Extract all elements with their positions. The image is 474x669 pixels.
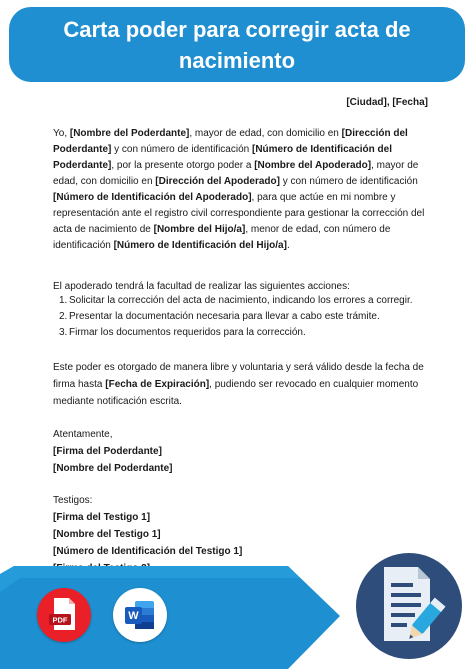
pdf-label: PDF bbox=[52, 615, 68, 625]
list-item-text: Firmar los documentos requeridos para la corrección. bbox=[69, 327, 306, 338]
list-item-number: 2. bbox=[59, 311, 68, 322]
document-title: Carta poder para corregir acta de nacimiento bbox=[63, 16, 411, 73]
placeholder-field: [Número de Identificación del Hijo/a] bbox=[113, 240, 287, 251]
paragraph-text-run: , mayor de edad, con domicilio en bbox=[53, 160, 419, 187]
witnesses-heading: Testigos: bbox=[53, 495, 93, 506]
salutation: Atentamente, bbox=[53, 429, 113, 440]
placeholder-field: [Número de Identificación del Apoderado] bbox=[53, 192, 252, 203]
placeholder-field: [Dirección del Apoderado] bbox=[155, 176, 280, 187]
paragraph-grant bbox=[53, 126, 427, 254]
signer-name-placeholder: [Nombre del Poderdante] bbox=[53, 463, 173, 474]
validity-text-before: Este poder es otorgado de manera libre y voluntaria y será válido desde la fecha de firma hasta bbox=[53, 362, 424, 390]
witness-line: [Firma del Testigo 1] bbox=[53, 512, 151, 523]
paragraph-text-run: Yo, bbox=[53, 128, 70, 139]
list-item bbox=[59, 293, 413, 309]
list-item-number: 1. bbox=[59, 295, 68, 306]
paragraph-text-run: , menor de edad, con número de identificación bbox=[53, 224, 391, 251]
paragraph-validity bbox=[53, 359, 433, 410]
paragraph-grant-text bbox=[53, 126, 427, 254]
witness-line: [Número de Identificación del Testigo 1] bbox=[53, 546, 243, 557]
actions-list bbox=[59, 293, 413, 341]
list-item-text: Solicitar la corrección del acta de nacimiento, indicando los errores a corregir. bbox=[69, 295, 413, 306]
download-pdf-button[interactable] bbox=[37, 588, 91, 642]
pdf-file-icon bbox=[37, 588, 91, 642]
paragraph-text-run: . bbox=[286, 240, 290, 251]
placeholder-field: [Nombre del Apoderado] bbox=[254, 160, 372, 171]
paragraph-text-run: y con número de identificación bbox=[111, 144, 252, 155]
signature-placeholder: [Firma del Poderdante] bbox=[53, 446, 162, 457]
actions-intro: El apoderado tendrá la facultad de realizar las siguientes acciones: bbox=[53, 281, 350, 292]
placeholder-field: [Nombre del Hijo/a] bbox=[153, 224, 246, 235]
placeholder-field: [Número de Identificación del Poderdante] bbox=[53, 144, 393, 171]
list-item bbox=[59, 325, 413, 341]
list-item-number: 3. bbox=[59, 327, 68, 338]
document-pen-icon bbox=[356, 553, 462, 659]
signature-block bbox=[53, 426, 172, 477]
document-title-banner bbox=[9, 7, 465, 82]
list-item-text: Presentar la documentación necesaria para llevar a cabo este trámite. bbox=[69, 311, 380, 322]
download-word-button[interactable] bbox=[113, 588, 167, 642]
expiration-date-placeholder: [Fecha de Expiración] bbox=[105, 379, 210, 390]
paragraph-text-run: y con número de identificación bbox=[279, 176, 418, 187]
placeholder-field: [Nombre del Poderdante] bbox=[69, 128, 190, 139]
document-edit-illustration bbox=[356, 553, 462, 659]
word-file-icon bbox=[113, 588, 167, 642]
validity-text-after: , pudiendo ser revocado en cualquier momento mediante notificación escrita. bbox=[53, 379, 419, 407]
word-label: W bbox=[128, 610, 139, 622]
placeholder-field: [Dirección del Poderdante] bbox=[53, 128, 408, 155]
witness-line: [Nombre del Testigo 1] bbox=[53, 529, 161, 540]
list-item bbox=[59, 309, 413, 325]
paragraph-text-run: , para que actúe en mi nombre y representación ante el registro civil correspondiente para gestionar la corrección del acta de nacimiento de bbox=[53, 192, 425, 235]
paragraph-text-run: , por la presente otorgo poder a bbox=[111, 160, 255, 171]
paragraph-text-run: , mayor de edad, con domicilio en bbox=[189, 128, 342, 139]
date-line: [Ciudad], [Fecha] bbox=[346, 97, 428, 108]
